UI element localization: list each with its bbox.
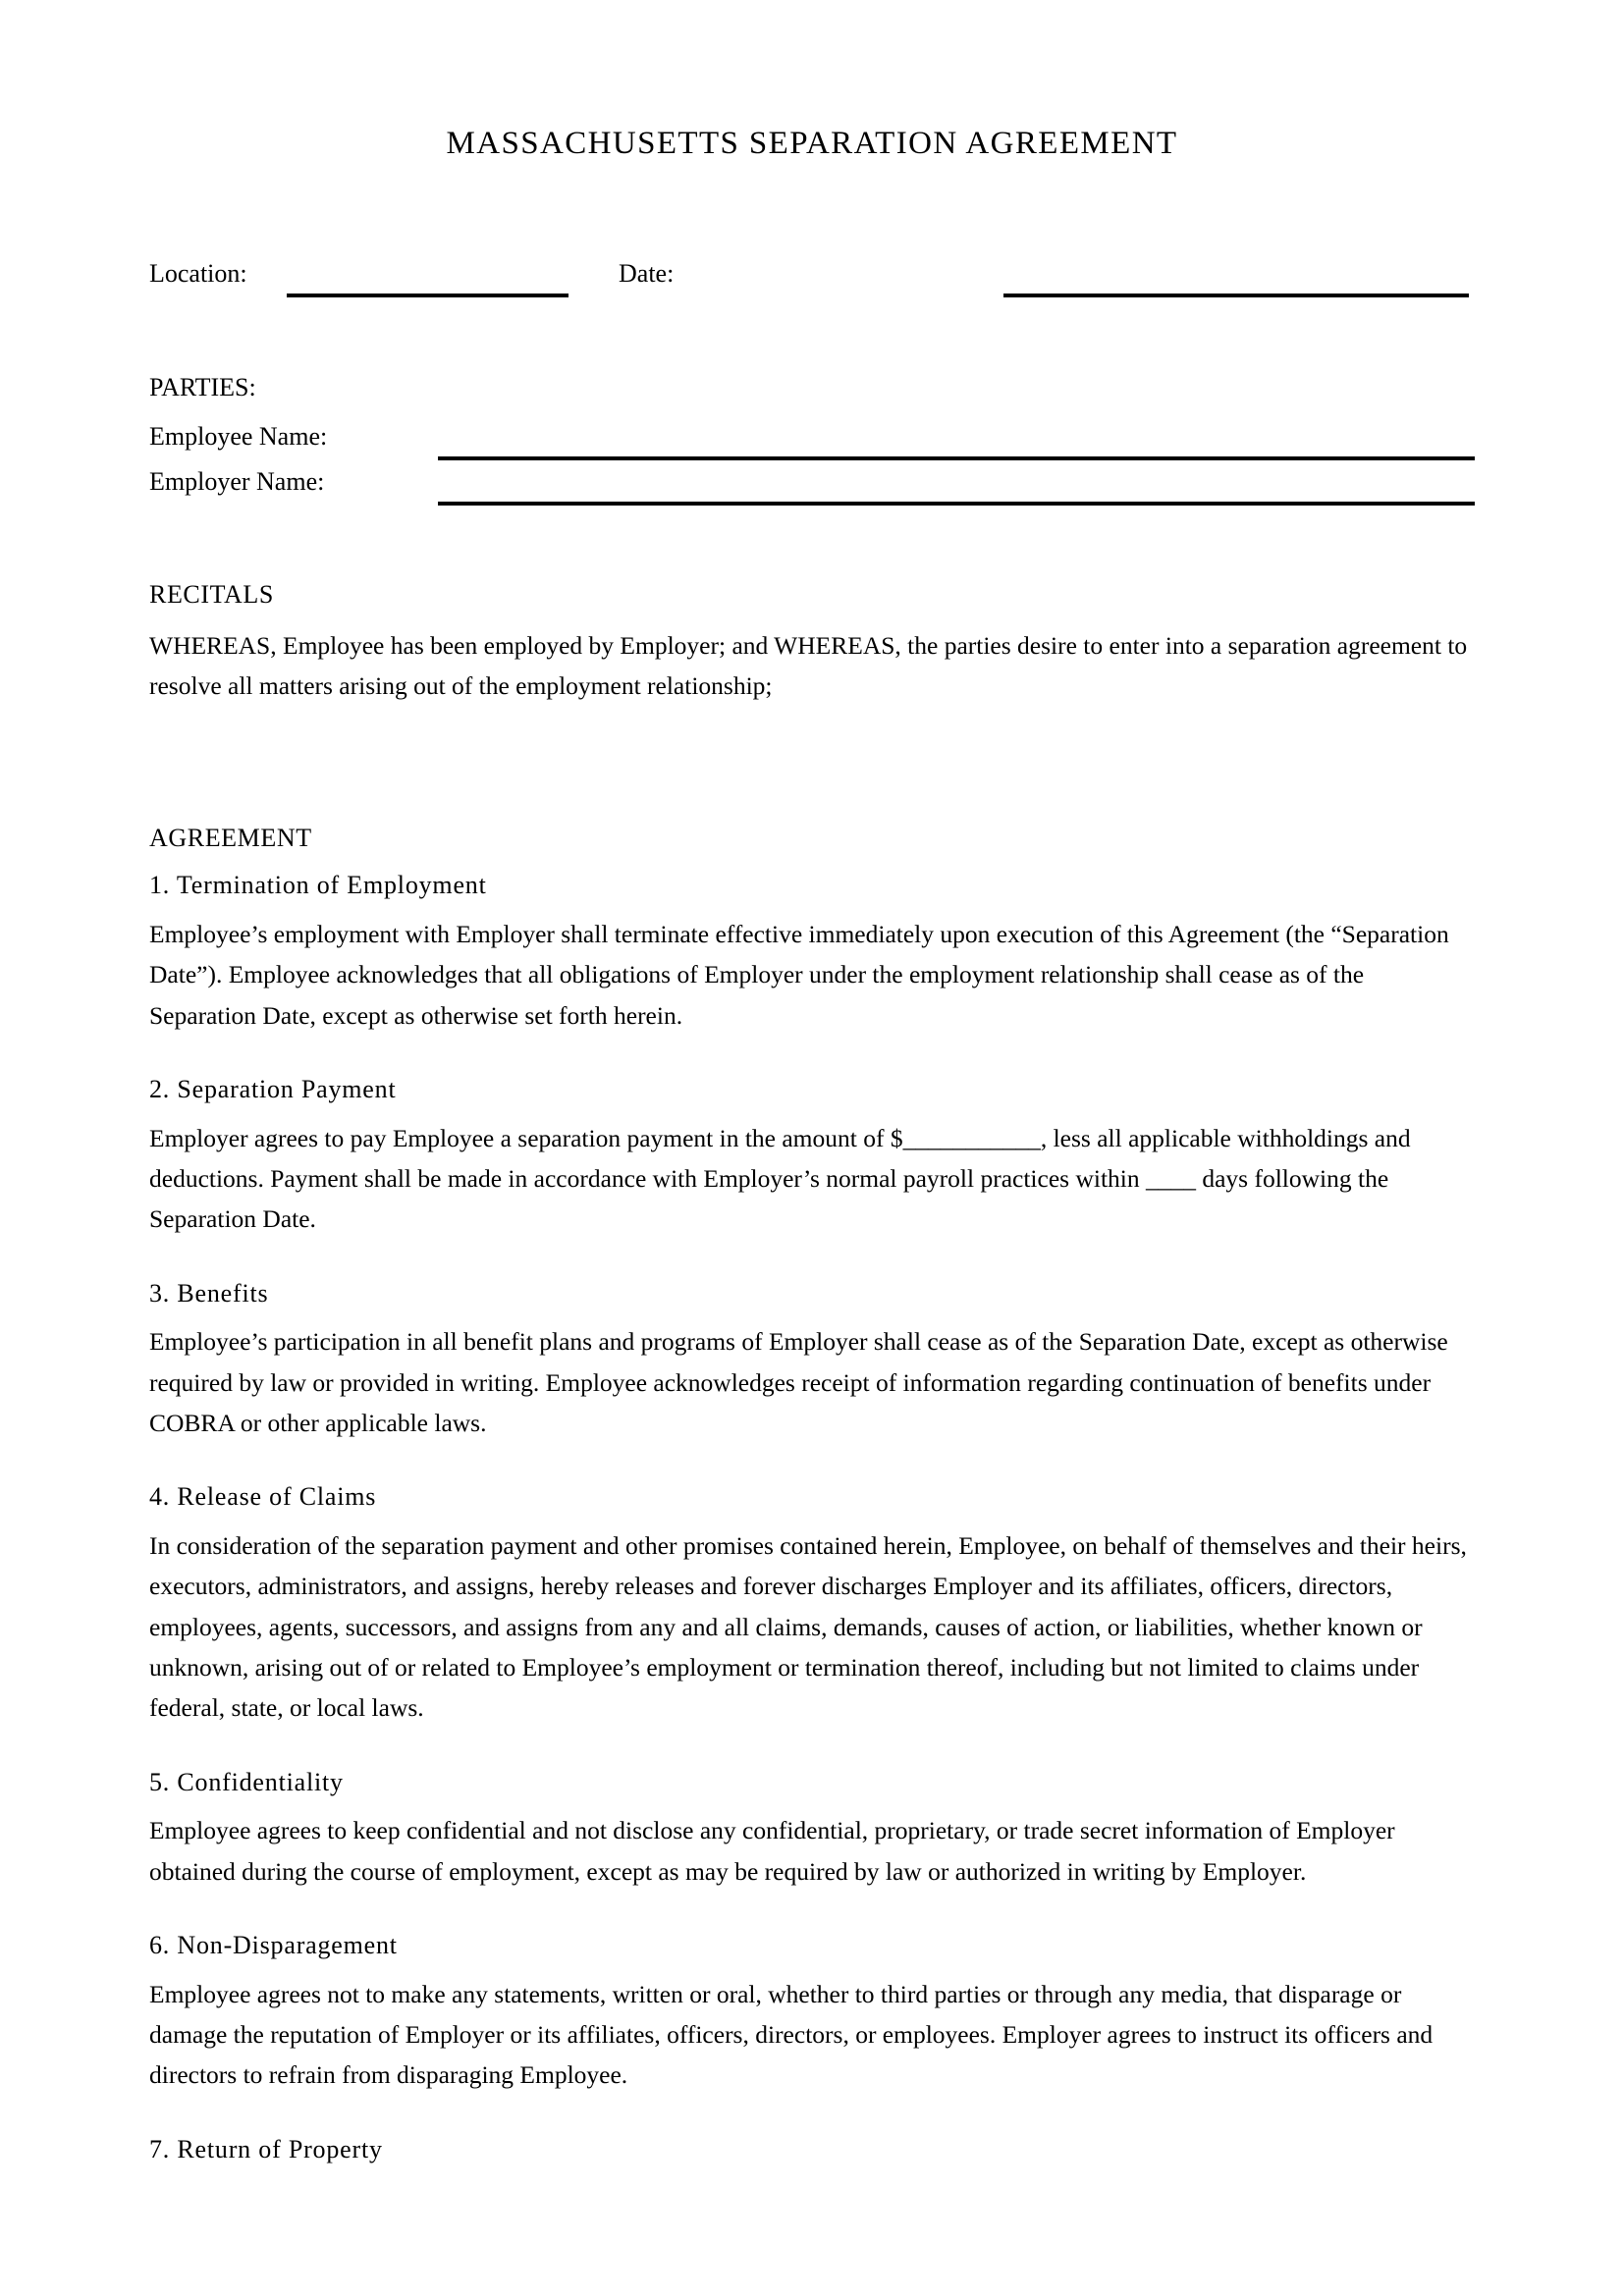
recitals-paragraph: WHEREAS, Employee has been employed by Employer; and WHEREAS, the parties desire to enter into a separation agreement to resolve all matters arising out of the employment relationship; — [149, 630, 1468, 701]
location-input-rule[interactable] — [287, 294, 568, 297]
section-heading-release-of-claims: 4. Release of Claims — [149, 1482, 377, 1512]
agreement-section-4 — [149, 1480, 1475, 1728]
recitals-heading: RECITALS — [149, 580, 274, 610]
section-heading-separation-payment: 2. Separation Payment — [149, 1074, 397, 1103]
agreement-section-1 — [149, 869, 1475, 1036]
section-heading-return-of-property: 7. Return of Property — [149, 2134, 383, 2163]
page-title: MASSACHUSETTS SEPARATION AGREEMENT — [446, 126, 1178, 161]
section-heading-termination-of-employment: 1. Termination of Employment — [149, 871, 487, 900]
location-label: Location: — [149, 258, 247, 288]
section-heading-confidentiality: 5. Confidentiality — [149, 1767, 344, 1796]
employer-name-input-rule[interactable] — [438, 502, 1475, 506]
employer-name-row — [149, 466, 1475, 511]
header-fields-row — [149, 258, 1475, 313]
section-body-release-of-claims: In consideration of the separation payment and other promises contained herein, Employee, on behalf of themselves and their heirs, executors, administrators, and assigns, hereby releases and forever discharges Employer and its affiliates, officers, directors, employees, agents, successors, and assigns from any and all claims, demands, causes of action, or liabilities, whether known or unknown, arising out of or related to Employee’s employment or termination thereof, including but not limited to claims under federal, state, or local laws. — [149, 1531, 1467, 1723]
agreement-section-2 — [149, 1073, 1475, 1240]
agreement-section-5 — [149, 1766, 1475, 1892]
parties-block — [149, 372, 1475, 512]
section-body-separation-payment: Employer agrees to pay Employee a separation payment in the amount of $___________, less all applicable withholdings and deductions. Payment shall be made in accordance with Employer’s normal payroll practices within ____ days following the Separation Date. — [149, 1123, 1411, 1234]
section-body-non-disparagement: Employee agrees not to make any statements, written or oral, whether to third parties or through any media, that disparage or damage the reputation of Employer or its affiliates, officers, directors, or employees. Employer agrees to instruct its officers and directors to refrain from disparaging Employee. — [149, 1979, 1434, 2090]
employee-name-input-rule[interactable] — [438, 456, 1475, 460]
agreement-heading: AGREEMENT — [149, 824, 312, 853]
document-content — [149, 0, 1475, 2178]
employer-name-label: Employer Name: — [149, 467, 325, 497]
section-heading-non-disparagement: 6. Non-Disparagement — [149, 1931, 398, 1960]
parties-heading: PARTIES: — [149, 372, 256, 401]
date-input-rule[interactable] — [1003, 294, 1469, 297]
section-heading-benefits: 3. Benefits — [149, 1278, 269, 1308]
employee-name-row — [149, 421, 1475, 466]
agreement-section-3 — [149, 1277, 1475, 1444]
section-body-termination-of-employment: Employee’s employment with Employer shall terminate effective immediately upon execution of this Agreement (the “Separation Date”). Employee acknowledges that all obligations of Employer under the employment relationship shall cease as of the Separation Date, except as otherwise set forth herein. — [149, 920, 1449, 1030]
section-body-benefits: Employee’s participation in all benefit plans and programs of Employer shall cease as of the Separation Date, except as otherwise required by law or provided in writing. Employee acknowledges receipt of information regarding continuation of benefits under COBRA or other applicable laws. — [149, 1327, 1448, 1438]
section-body-confidentiality: Employee agrees to keep confidential and not disclose any confidential, proprietary, or trade secret information of Employer obtained during the course of employment, except as may be required by law or authorized in writing by Employer. — [149, 1816, 1395, 1886]
agreement-section-7 — [149, 2133, 1475, 2166]
employee-name-label: Employee Name: — [149, 422, 328, 452]
agreement-section-6 — [149, 1929, 1475, 2096]
date-label: Date: — [619, 258, 675, 288]
